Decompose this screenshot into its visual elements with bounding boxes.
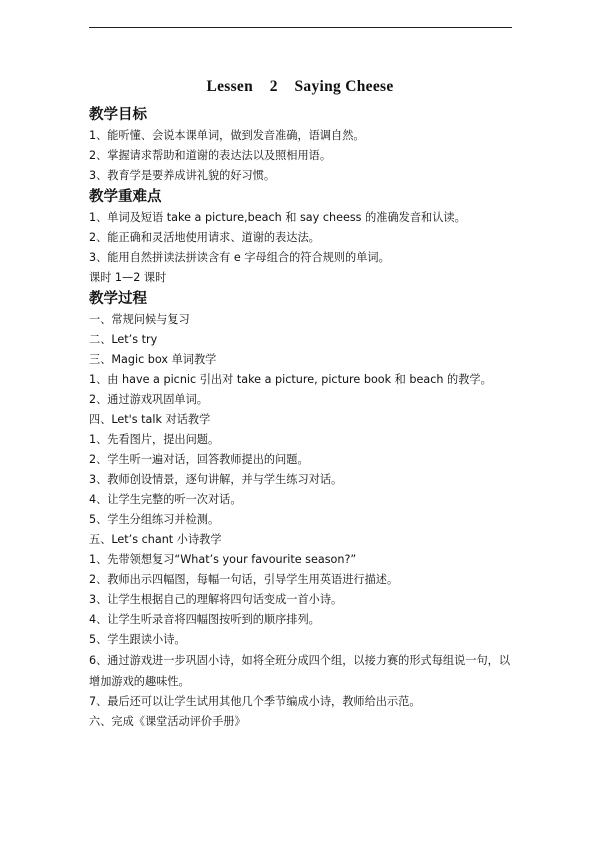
key-point-line: 3、能用自然拼读法拼读含有 e 字母组合的符合规则的单词。 (89, 251, 390, 264)
process-line: 4、让学生听录音将四幅图按听到的顺序排列。 (89, 613, 320, 626)
process-line: 7、最后还可以让学生试用其他几个季节编成小诗，教师给出示范。 (89, 695, 421, 708)
objective-line: 3、教育学是要养成讲礼貌的好习惯。 (89, 169, 276, 182)
key-point-line: 1、单词及短语 take a picture,beach 和 say cheess 的准确发音和认读。 (89, 211, 466, 224)
key-point-line: 2、能正确和灵活地使用请求、道谢的表达法。 (89, 231, 320, 244)
process-line: 3、教师创设情景，逐句讲解，并与学生练习对话。 (89, 473, 343, 486)
header-rule (89, 27, 512, 28)
document-body (89, 104, 519, 732)
process-line: 二、Let’s try (89, 333, 158, 346)
process-line: 1、先带领想复习“What’s your favourite season?” (89, 553, 357, 566)
process-line: 1、由 have a picnic 引出对 take a picture, picture book 和 beach 的教学。 (89, 373, 492, 386)
page-title: Lessen 2 Saying Cheese (206, 78, 394, 95)
process-line: 4、让学生完整的听一次对话。 (89, 493, 242, 506)
process-line: 3、让学生根据自己的理解将四句话变成一首小诗。 (89, 593, 343, 606)
objective-line: 1、能听懂、会说本课单词，做到发音准确，语调自然。 (89, 129, 365, 142)
process-line: 1、先看图片，提出问题。 (89, 433, 220, 446)
class-hours-line: 课时 1—2 课时 (89, 271, 167, 284)
process-line: 六、完成《课堂活动评价手册》 (89, 715, 246, 728)
process-line: 5、学生跟读小诗。 (89, 633, 186, 646)
objective-line: 2、掌握请求帮助和道谢的表达法以及照相用语。 (89, 149, 332, 162)
section-heading-process: 教学过程 (89, 291, 147, 307)
section-heading-key-points: 教学重难点 (89, 189, 162, 205)
process-line: 5、学生分组练习并检测。 (89, 513, 220, 526)
process-line: 五、Let’s chant 小诗教学 (89, 533, 222, 546)
process-line: 三、Magic box 单词教学 (89, 353, 217, 366)
process-line: 一、常规问候与复习 (89, 313, 190, 326)
process-line: 2、学生听一遍对话，回答教师提出的问题。 (89, 453, 309, 466)
process-line: 2、教师出示四幅图，每幅一句话，引导学生用英语进行描述。 (89, 573, 399, 586)
process-line: 2、通过游戏巩固单词。 (89, 393, 208, 406)
process-line: 四、Let's talk 对话教学 (89, 413, 211, 426)
process-line: 6、通过游戏进一步巩固小诗，如将全班分成四个组，以接力赛的形式每组说一句，以增加游戏的趣味性。 (89, 654, 511, 688)
section-heading-objectives: 教学目标 (89, 107, 147, 123)
